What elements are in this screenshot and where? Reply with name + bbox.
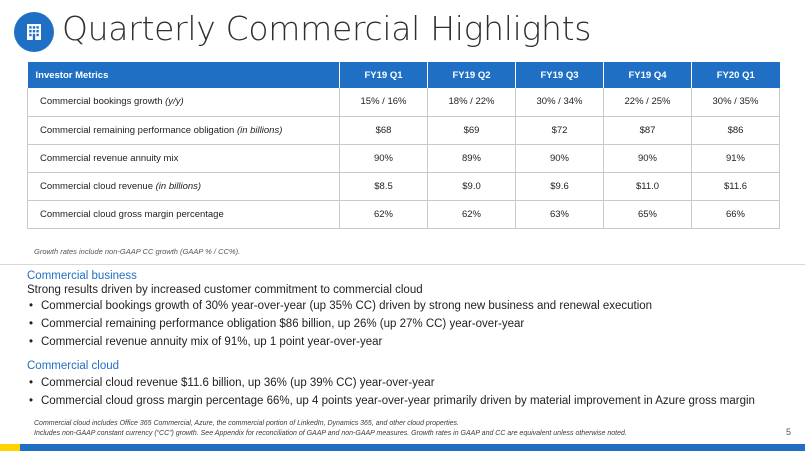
column-header-fy19q2: FY19 Q2 [428, 62, 516, 88]
column-header-fy19q1: FY19 Q1 [340, 62, 428, 88]
row-label: Commercial cloud revenue (in billions) [28, 172, 340, 200]
table-row [28, 200, 780, 228]
footnote-line-1: Commercial cloud includes Office 365 Commercial, Azure, the commercial portion of LinkedIn, Dynamics 365, and other cloud properties. [34, 420, 459, 427]
row-value: $9.0 [428, 172, 516, 200]
row-value: $9.6 [516, 172, 604, 200]
row-value: 90% [340, 144, 428, 172]
table-row [28, 116, 780, 144]
section-divider [0, 264, 805, 265]
commercial-business-lead: Strong results driven by increased customer commitment to commercial cloud [27, 284, 423, 296]
row-value: 18% / 22% [428, 88, 516, 116]
table-header-row [28, 62, 780, 88]
row-value: 91% [692, 144, 780, 172]
row-label: Commercial bookings growth (y/y) [28, 88, 340, 116]
commercial-cloud-heading: Commercial cloud [27, 360, 120, 372]
row-value: $11.6 [692, 172, 780, 200]
row-label: Commercial revenue annuity mix [28, 144, 340, 172]
row-value: 89% [428, 144, 516, 172]
spacer [27, 351, 787, 360]
row-value: 30% / 34% [516, 88, 604, 116]
row-value: $68 [340, 116, 428, 144]
row-value: 90% [516, 144, 604, 172]
row-label: Commercial remaining performance obligation (in billions) [28, 116, 340, 144]
row-value: 65% [604, 200, 692, 228]
commentary-section [27, 270, 787, 410]
table-row [28, 88, 780, 116]
row-value: 62% [340, 200, 428, 228]
table-footnote: Growth rates include non-GAAP CC growth (GAAP % / CC%). [34, 247, 241, 256]
table-row [28, 172, 780, 200]
commercial-business-bullets [27, 297, 787, 351]
page-title: Quarterly Commercial Highlights [62, 9, 592, 48]
row-label: Commercial cloud gross margin percentage [28, 200, 340, 228]
footnotes [34, 419, 734, 439]
column-header-fy19q4: FY19 Q4 [604, 62, 692, 88]
row-value: 22% / 25% [604, 88, 692, 116]
investor-metrics-table [27, 62, 779, 229]
building-icon [14, 12, 54, 52]
column-header-fy19q3: FY19 Q3 [516, 62, 604, 88]
bottom-accent-bar [0, 444, 805, 451]
row-value: 30% / 35% [692, 88, 780, 116]
row-value: 66% [692, 200, 780, 228]
row-value: 15% / 16% [340, 88, 428, 116]
page-number: 5 [785, 427, 791, 437]
commercial-business-heading: Commercial business [27, 270, 137, 282]
row-value: 90% [604, 144, 692, 172]
footnote-line-2: Includes non-GAAP constant currency (“CC”) growth. See Appendix for reconciliation of GAAP and non-GAAP measures. Growth rates in GAAP and CC are equivalent unless otherwise noted. [34, 430, 627, 437]
list-item: • Commercial cloud gross margin percentage 66%, up 4 points year-over-year primarily driven by material improvement in Azure gross margin [27, 392, 787, 410]
column-header-metrics: Investor Metrics [28, 62, 340, 88]
row-value: $72 [516, 116, 604, 144]
column-header-fy20q1: FY20 Q1 [692, 62, 780, 88]
commercial-cloud-bullets [27, 374, 787, 410]
row-value: $11.0 [604, 172, 692, 200]
row-value: $69 [428, 116, 516, 144]
row-value: $87 [604, 116, 692, 144]
row-value: 62% [428, 200, 516, 228]
list-item: • Commercial remaining performance obligation $86 billion, up 26% (up 27% CC) year-over-year [27, 315, 787, 333]
list-item: • Commercial cloud revenue $11.6 billion, up 36% (up 39% CC) year-over-year [27, 374, 787, 392]
table-row [28, 144, 780, 172]
row-value: $86 [692, 116, 780, 144]
bottom-accent-yellow [0, 444, 20, 451]
row-value: $8.5 [340, 172, 428, 200]
list-item: • Commercial revenue annuity mix of 91%, up 1 point year-over-year [27, 333, 787, 351]
list-item: • Commercial bookings growth of 30% year-over-year (up 35% CC) driven by strong new business and renewal execution [27, 297, 787, 315]
slide-header [0, 0, 805, 58]
row-value: 63% [516, 200, 604, 228]
